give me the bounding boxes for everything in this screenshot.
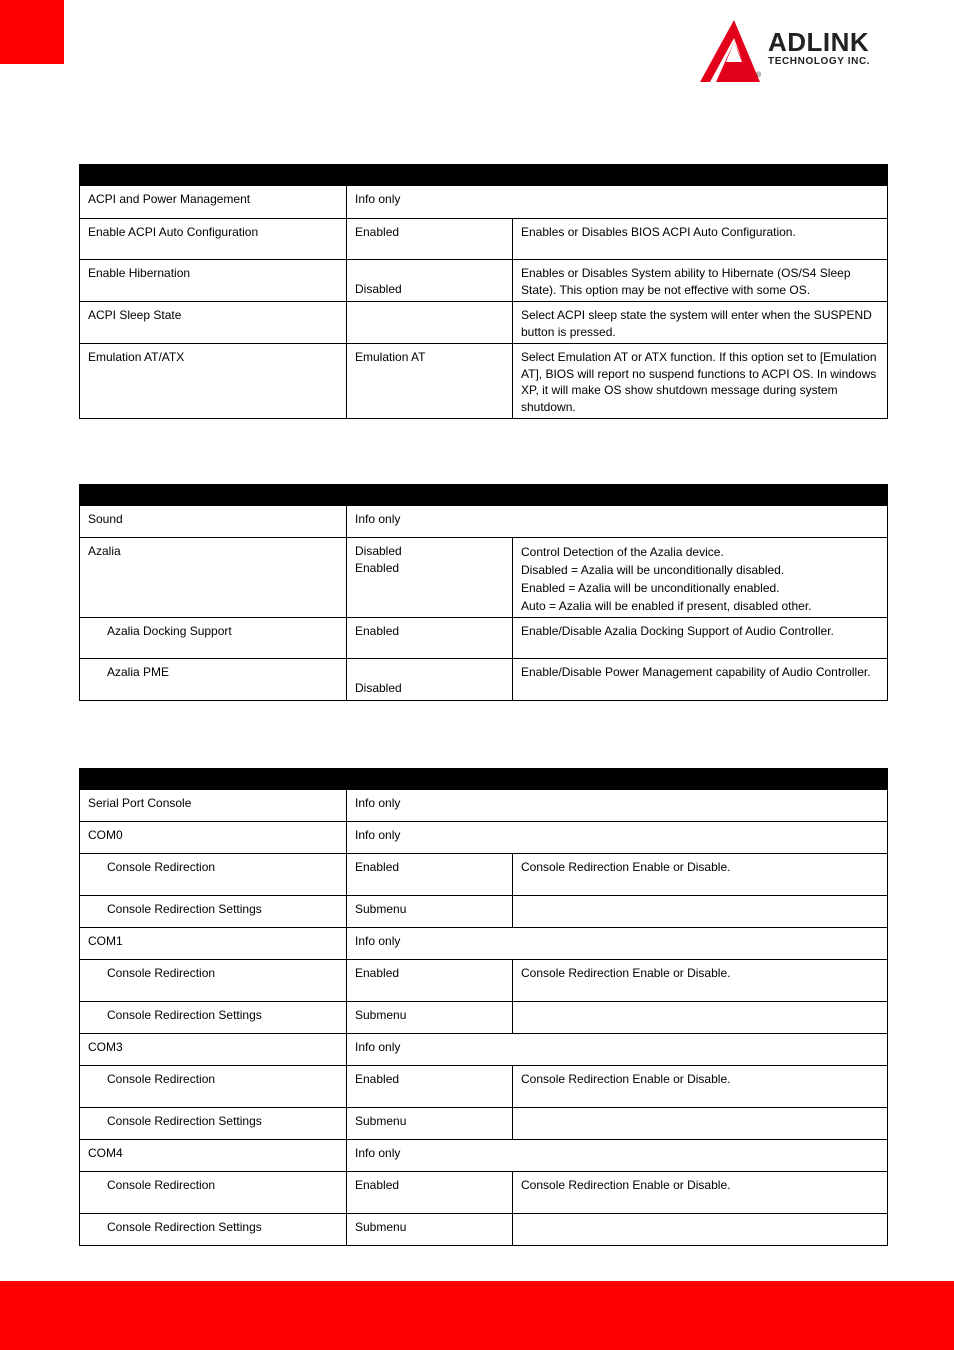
- table-row: [80, 854, 888, 896]
- table-row: [80, 822, 888, 854]
- item-label: Console Redirection: [80, 960, 347, 1002]
- item-value: Info only: [347, 928, 888, 960]
- item-label: Console Redirection: [80, 1172, 347, 1214]
- table-row: [80, 1034, 888, 1066]
- table-header-bar: [80, 485, 888, 506]
- item-description: [513, 1214, 888, 1246]
- item-description: Select Emulation AT or ATX function. If this option set to [Emulation AT], BIOS will report no suspend functions to ACPI OS. In windows XP, it will make OS show shutdown message during system shutdown.: [513, 344, 888, 419]
- brand-tagline: TECHNOLOGY INC.: [768, 56, 871, 67]
- item-value: Enabled: [347, 854, 513, 896]
- table-row: [80, 928, 888, 960]
- item-label: Enable Hibernation: [80, 260, 347, 302]
- item-label: Azalia Docking Support: [80, 618, 347, 659]
- item-value: Submenu: [347, 1002, 513, 1034]
- table-row: [80, 790, 888, 822]
- brand-name: ADLINK: [768, 27, 870, 57]
- table-row: [80, 1172, 888, 1214]
- corner-mark: [0, 0, 64, 64]
- item-label: ACPI and Power Management: [80, 186, 347, 219]
- item-value: Disabled: [355, 282, 402, 296]
- item-label: Azalia PME: [80, 659, 347, 701]
- item-value: Info only: [347, 1034, 888, 1066]
- item-label: Sound: [80, 506, 347, 538]
- item-description: Select ACPI sleep state the system will enter when the SUSPEND button is pressed.: [513, 302, 888, 344]
- item-value: Enabled: [347, 960, 513, 1002]
- option-value: Enabled: [355, 560, 400, 575]
- description-line: Auto = Azalia will be enabled if present, disabled other.: [521, 599, 812, 613]
- sound-table: [79, 484, 888, 701]
- item-value: Submenu: [347, 1108, 513, 1140]
- table-row: [80, 260, 888, 302]
- item-value-cell: [347, 260, 513, 302]
- item-label: Emulation AT/ATX: [80, 344, 347, 419]
- registered-mark: ®: [756, 72, 762, 79]
- table-row: [80, 1108, 888, 1140]
- table-row: [80, 538, 888, 618]
- item-description: Enable/Disable Azalia Docking Support of Audio Controller.: [513, 618, 888, 659]
- item-value: Info only: [347, 186, 888, 219]
- table-row: [80, 618, 888, 659]
- item-description: [513, 896, 888, 928]
- adlink-logo: [696, 18, 908, 82]
- item-description: [513, 1002, 888, 1034]
- footer-band: [0, 1281, 954, 1350]
- item-label: Console Redirection Settings: [80, 1002, 347, 1034]
- item-description: Enable/Disable Power Management capability of Audio Controller.: [513, 659, 888, 701]
- item-value: Submenu: [347, 896, 513, 928]
- item-description: Console Redirection Enable or Disable.: [513, 1066, 888, 1108]
- table-row: [80, 960, 888, 1002]
- item-label: Enable ACPI Auto Configuration: [80, 219, 347, 260]
- description-line: Control Detection of the Azalia device.: [521, 545, 724, 559]
- item-label: COM3: [80, 1034, 347, 1066]
- table-row: [80, 1066, 888, 1108]
- table-row: [80, 1002, 888, 1034]
- item-value-cell: [347, 538, 513, 618]
- item-label: Console Redirection Settings: [80, 1108, 347, 1140]
- table-row: [80, 344, 888, 419]
- item-value: Disabled: [355, 681, 402, 695]
- serial-console-table: [79, 768, 888, 1246]
- item-label: Serial Port Console: [80, 790, 347, 822]
- item-value: [347, 302, 513, 344]
- item-value: Enabled: [347, 618, 513, 659]
- table-row: [80, 506, 888, 538]
- item-label: COM1: [80, 928, 347, 960]
- table-header-bar: [80, 769, 888, 790]
- table-row: [80, 219, 888, 260]
- item-value-cell: [347, 659, 513, 701]
- item-description: Enables or Disables BIOS ACPI Auto Configuration.: [513, 219, 888, 260]
- item-description-cell: [513, 538, 888, 618]
- item-label: ACPI Sleep State: [80, 302, 347, 344]
- item-value: Enabled: [347, 1066, 513, 1108]
- item-value: Info only: [347, 822, 888, 854]
- item-value: Info only: [347, 1140, 888, 1172]
- item-description: Console Redirection Enable or Disable.: [513, 854, 888, 896]
- item-value: Info only: [347, 790, 888, 822]
- item-label: Azalia: [80, 538, 347, 618]
- table-header-bar: [80, 165, 888, 186]
- table-row: [80, 302, 888, 344]
- item-description: [513, 1108, 888, 1140]
- item-description: Console Redirection Enable or Disable.: [513, 1172, 888, 1214]
- item-value: Submenu: [347, 1214, 513, 1246]
- item-label: COM4: [80, 1140, 347, 1172]
- acpi-table: [79, 164, 888, 419]
- adlink-pyramid-icon: [696, 18, 760, 82]
- description-line: Disabled = Azalia will be unconditionally disabled.: [521, 563, 785, 577]
- item-value: Enabled: [347, 1172, 513, 1214]
- item-value: Info only: [347, 506, 888, 538]
- item-label: Console Redirection: [80, 1066, 347, 1108]
- item-label: Console Redirection: [80, 854, 347, 896]
- item-label: Console Redirection Settings: [80, 896, 347, 928]
- description-line: Enabled = Azalia will be unconditionally enabled.: [521, 581, 780, 595]
- table-row: [80, 896, 888, 928]
- item-value: Enabled: [347, 219, 513, 260]
- table-row: [80, 186, 888, 219]
- table-row: [80, 1214, 888, 1246]
- item-label: COM0: [80, 822, 347, 854]
- item-value: Emulation AT: [347, 344, 513, 419]
- item-label: Console Redirection Settings: [80, 1214, 347, 1246]
- item-description: Enables or Disables System ability to Hibernate (OS/S4 Sleep State). This option may be not effective with some OS.: [513, 260, 888, 302]
- item-description: Console Redirection Enable or Disable.: [513, 960, 888, 1002]
- option-value: Disabled: [355, 544, 402, 558]
- table-row: [80, 1140, 888, 1172]
- table-row: [80, 659, 888, 701]
